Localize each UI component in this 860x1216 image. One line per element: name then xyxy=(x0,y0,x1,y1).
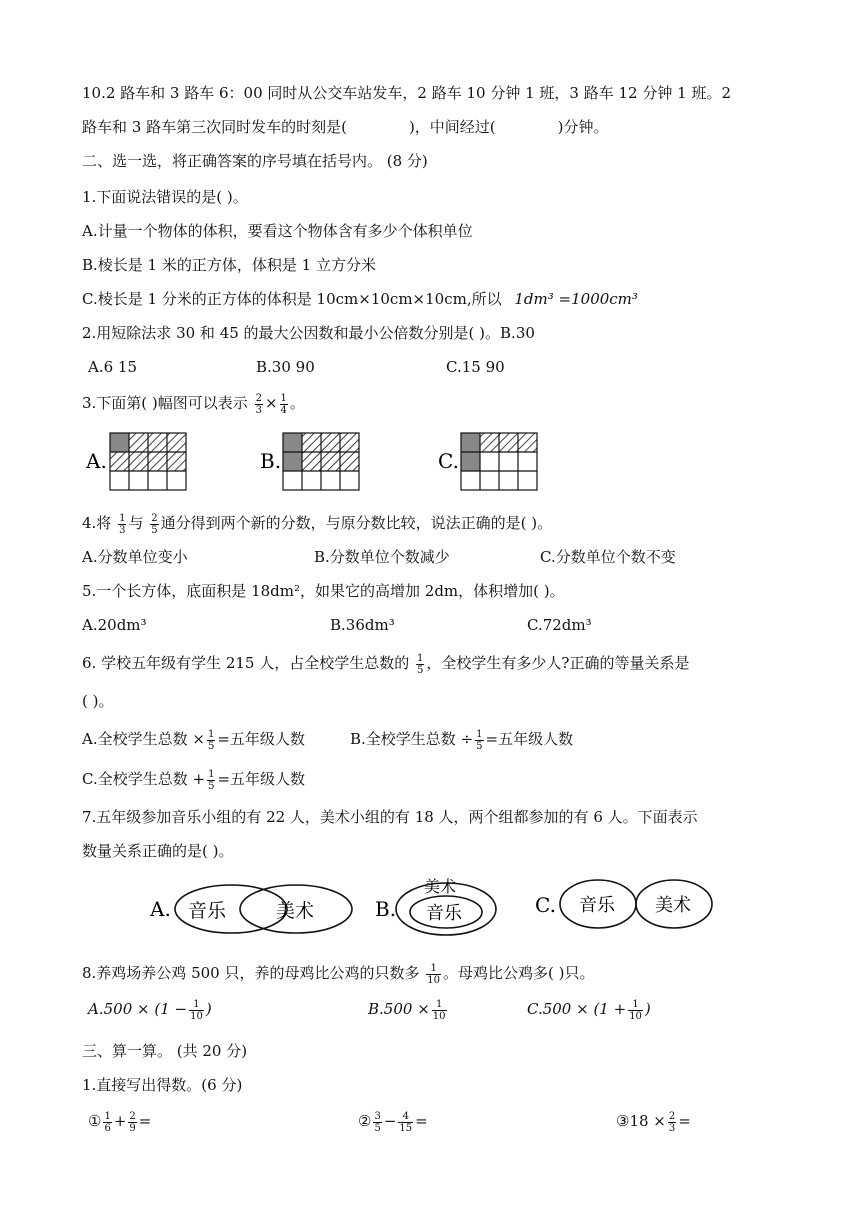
s2q6-blank: ( )。 xyxy=(82,692,114,710)
s3q1-item1: ① $\frac{1}{6}$ + $\frac{2}{9}$ = xyxy=(88,1110,152,1134)
s2q6-stem: 6. 学校五年级有学生 215 人，占全校学生总数的 $\frac{1}{5}$ ，全校学生有多少人?正确的等量关系是 xyxy=(82,652,690,676)
s2q5-stem: 5.一个长方体，底面积是 18dm²，如果它的高增加 2dm，体积增加( )。 xyxy=(82,582,565,600)
s2q8-stem: 8.养鸡场养公鸡 500 只，养的母鸡比公鸡的只数多 $\frac{1}{10}$ 。母鸡比公鸡多( )只。 xyxy=(82,962,595,986)
s2q6-option-c: C.全校学生总数 + $\frac{1}{5}$ =五年级人数 xyxy=(82,768,306,792)
fraction: $\frac{1}{6}$ xyxy=(104,1110,111,1134)
s2q4-option-c: C.分数单位个数不变 xyxy=(540,548,676,566)
s2q4-option-a: A.分数单位变小 xyxy=(82,548,188,566)
venn-c-music: 音乐 xyxy=(579,895,615,916)
fraction: $\frac{1}{5}$ xyxy=(417,652,424,676)
venn-a-art: 美术 xyxy=(276,900,315,922)
grid-label-b: B. xyxy=(260,449,282,473)
fraction: $\frac{1}{4}$ xyxy=(280,392,287,416)
s2q4-stem: 4.将 $\frac{1}{3}$ 与 $\frac{2}{5}$ 通分得到两个新的分数，与原分数比较，说法正确的是( )。 xyxy=(82,512,553,536)
s2q6-option-b: B.全校学生总数 ÷ $\frac{1}{5}$ =五年级人数 xyxy=(350,728,574,752)
fraction: $\frac{1}{10}$ xyxy=(629,998,642,1022)
s2q2-option-c: C.15 90 xyxy=(446,358,505,376)
s3q1-item3: ③18 × $\frac{2}{3}$ = xyxy=(616,1110,691,1134)
s2q1-stem: 1.下面说法错误的是( )。 xyxy=(82,188,248,206)
s2q3-stem: 3.下面第( )幅图可以表示 $\frac{2}{3}$ × $\frac{1}{4}$ 。 xyxy=(82,392,305,416)
fraction: $\frac{2}{9}$ xyxy=(129,1110,136,1134)
s2q1-option-a: A.计量一个物体的体积，要看这个物体含有多少个体积单位 xyxy=(82,222,473,240)
fraction: $\frac{1}{10}$ xyxy=(432,998,446,1022)
grid-label-c: C. xyxy=(438,449,459,473)
section3-heading: 三、算一算。 (共 20 分) xyxy=(82,1042,248,1060)
fraction: $\frac{1}{5}$ xyxy=(207,728,215,752)
s2q1-option-c: C.棱长是 1 分米的正方体的体积是 10cm×10cm×10cm,所以 1dm³ =1000cm³ xyxy=(82,290,638,308)
s2q5-option-c: C.72dm³ xyxy=(527,616,592,634)
section2-heading: 二、选一选，将正确答案的序号填在括号内。 (8 分) xyxy=(82,152,428,170)
fraction: $\frac{2}{3}$ xyxy=(255,392,262,416)
s3q1-stem: 1.直接写出得数。(6 分) xyxy=(82,1076,243,1094)
s2q7-line1: 7.五年级参加音乐小组的有 22 人，美术小组的有 18 人，两个组都参加的有 6 人。下面表示 xyxy=(82,808,698,826)
venn-b-music: 音乐 xyxy=(426,903,462,924)
venn-label-b: B. xyxy=(375,897,397,921)
q10-line2: 路车和 3 路车第三次同时发车的时刻是( )，中间经过( )分钟。 xyxy=(82,118,609,136)
s2q1-option-b: B.棱长是 1 米的正方体，体积是 1 立方分米 xyxy=(82,256,376,274)
s2q5-option-b: B.36dm³ xyxy=(330,616,395,634)
s2q2-option-b: B.30 90 xyxy=(256,358,315,376)
fraction: $\frac{3}{5}$ xyxy=(374,1110,381,1134)
s2q5-option-a: A.20dm³ xyxy=(82,616,147,634)
s2q8-option-a: A.500 × (1 − $\frac{1}{10}$ ) xyxy=(88,998,212,1022)
venn-c-art: 美术 xyxy=(655,895,691,916)
venn-label-c: C. xyxy=(535,893,556,917)
s2q8-option-c: C.500 × (1 + $\frac{1}{10}$ ) xyxy=(527,998,651,1022)
s2q4-option-b: B.分数单位个数减少 xyxy=(314,548,450,566)
venn-a-music: 音乐 xyxy=(188,900,227,922)
fraction: $\frac{4}{15}$ xyxy=(399,1110,413,1134)
fraction: $\frac{1}{5}$ xyxy=(476,728,483,752)
fraction: $\frac{2}{5}$ xyxy=(151,512,158,536)
fraction: $\frac{1}{3}$ xyxy=(119,512,126,536)
fraction: $\frac{1}{10}$ xyxy=(190,998,203,1022)
s2q2-option-a: A.6 15 xyxy=(88,358,137,376)
fraction: $\frac{2}{3}$ xyxy=(668,1110,676,1134)
s3q1-item2: ② $\frac{3}{5}$ − $\frac{4}{15}$ = xyxy=(358,1110,428,1134)
s2q7-line2: 数量关系正确的是( )。 xyxy=(82,842,234,860)
grid-label-a: A. xyxy=(86,449,107,473)
s2q2-stem: 2.用短除法求 30 和 45 的最大公因数和最小公倍数分别是( )。B.30 xyxy=(82,324,535,342)
s2q6-option-a: A.全校学生总数 × $\frac{1}{5}$ =五年级人数 xyxy=(82,728,305,752)
q10-line1: 10.2 路车和 3 路车 6：00 同时从公交车站发车，2 路车 10 分钟 1 班，3 路车 12 分钟 1 班。2 xyxy=(82,84,731,102)
fraction: $\frac{1}{5}$ xyxy=(208,768,215,792)
fraction: $\frac{1}{10}$ xyxy=(427,962,440,986)
venn-label-a: A. xyxy=(150,897,171,921)
s2q8-option-b: B.500 × $\frac{1}{10}$ xyxy=(368,998,446,1022)
venn-b-art: 美术 xyxy=(424,877,457,896)
